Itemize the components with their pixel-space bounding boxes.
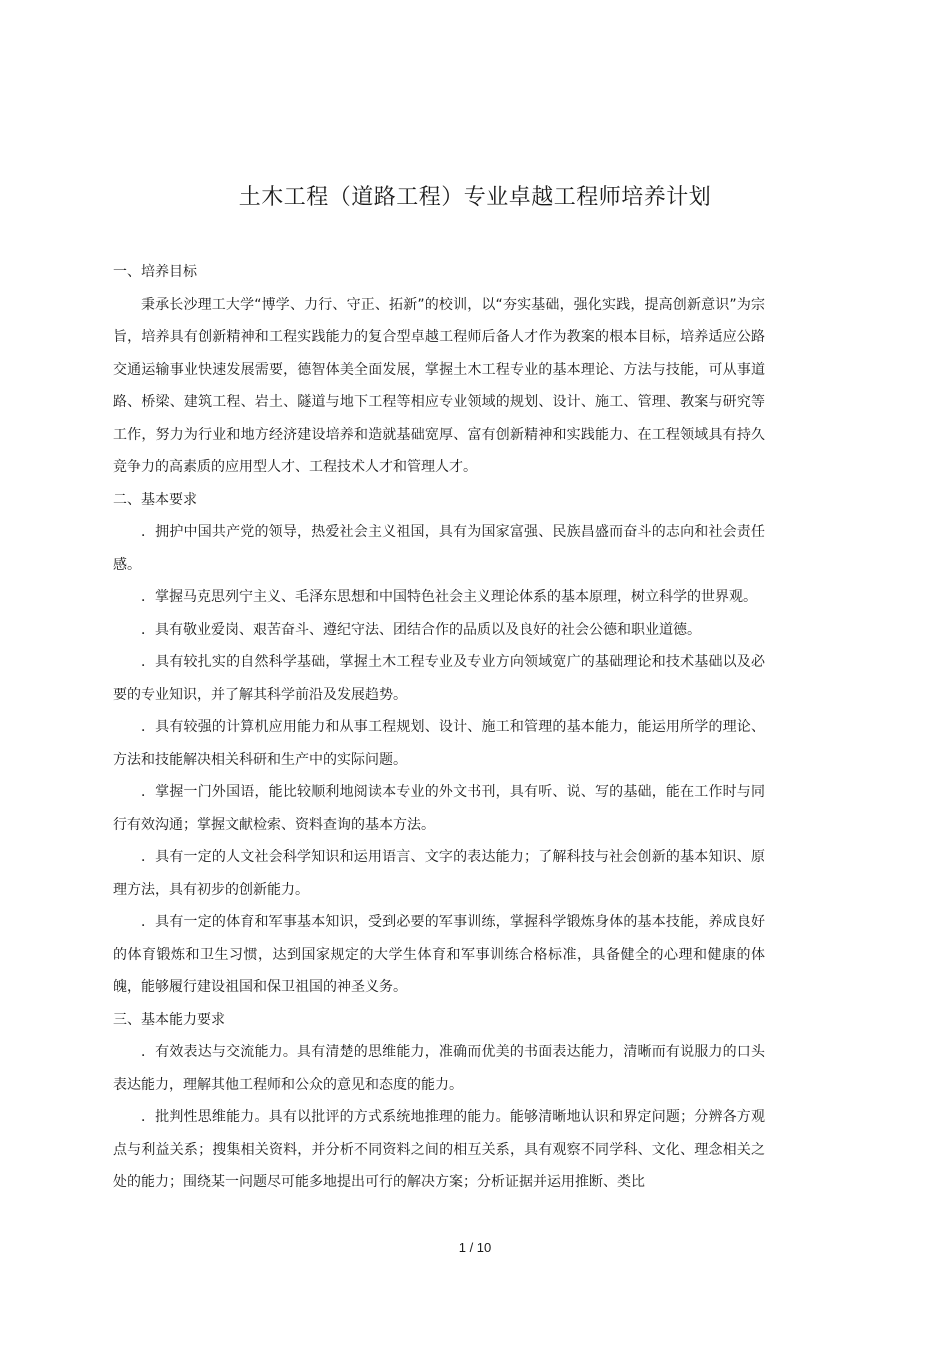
list-item: ．掌握一门外国语，能比较顺利地阅读本专业的外文书刊，具有听、说、写的基础，能在工作时与同行有效沟通；掌握文献检索、资料查询的基本方法。 xyxy=(113,784,765,833)
list-item: ．具有一定的人文社会科学知识和运用语言、文字的表达能力；了解科技与社会创新的基本知识、原理方法，具有初步的创新能力。 xyxy=(113,849,765,898)
document-title: 土木工程（道路工程）专业卓越工程师培养计划 xyxy=(238,185,712,210)
list-item: ．具有较扎实的自然科学基础，掌握土木工程专业及专业方向领域宽广的基础理论和技术基础以及必要的专业知识，并了解其科学前沿及发展趋势。 xyxy=(113,654,765,703)
document-body xyxy=(113,256,765,1199)
page-number: 1 / 10 xyxy=(458,1240,492,1255)
paragraph: 秉承长沙理工大学“博学、力行、守正、拓新”的校训，以“夯实基础，强化实践，提高创新意识”为宗旨，培养具有创新精神和工程实践能力的复合型卓越工程师后备人才作为教案的根本目标，培养适应公路交通运输事业快速发展需要，德智体美全面发展，掌握土木工程专业的基本理论、方法与技能，可从事道路、桥梁、建筑工程、岩土、隧道与地下工程等相应专业领域的规划、设计、施工、管理、教案与研究等工作，努力为行业和地方经济建设培养和造就基础宽厚、富有创新精神和实践能力、在工程领域具有持久竞争力的高素质的应用型人才、工程技术人才和管理人才。 xyxy=(113,296,765,475)
list-item: ．拥护中国共产党的领导，热爱社会主义祖国，具有为国家富强、民族昌盛而奋斗的志向和社会责任感。 xyxy=(113,524,765,573)
list-item: ．具有一定的体育和军事基本知识，受到必要的军事训练，掌握科学锻炼身体的基本技能，养成良好的体育锻炼和卫生习惯，达到国家规定的大学生体育和军事训练合格标准，具备健全的心理和健康的体魄，能够履行建设祖国和保卫祖国的神圣义务。 xyxy=(113,914,765,995)
list-item: ．有效表达与交流能力。具有清楚的思维能力，准确而优美的书面表达能力，清晰而有说服力的口头表达能力，理解其他工程师和公众的意见和态度的能力。 xyxy=(113,1044,765,1093)
section-heading: 三、基本能力要求 xyxy=(113,1011,225,1028)
list-item: ．具有敬业爱岗、艰苦奋斗、遵纪守法、团结合作的品质以及良好的社会公德和职业道德。 xyxy=(141,621,701,638)
list-item: ．批判性思维能力。具有以批评的方式系统地推理的能力。能够清晰地认识和界定问题；分辨各方观点与利益关系；搜集相关资料，并分析不同资料之间的相互关系，具有观察不同学科、文化、理念相关之处的能力；围绕某一问题尽可能多地提出可行的解决方案；分析证据并运用推断、类比 xyxy=(113,1109,765,1190)
list-item: ．掌握马克思列宁主义、毛泽东思想和中国特色社会主义理论体系的基本原理，树立科学的世界观。 xyxy=(141,589,757,605)
list-item: ．具有较强的计算机应用能力和从事工程规划、设计、施工和管理的基本能力，能运用所学的理论、方法和技能解决相关科研和生产中的实际问题。 xyxy=(113,719,765,768)
section-heading: 二、基本要求 xyxy=(113,491,197,508)
section-heading: 一、培养目标 xyxy=(113,264,197,280)
